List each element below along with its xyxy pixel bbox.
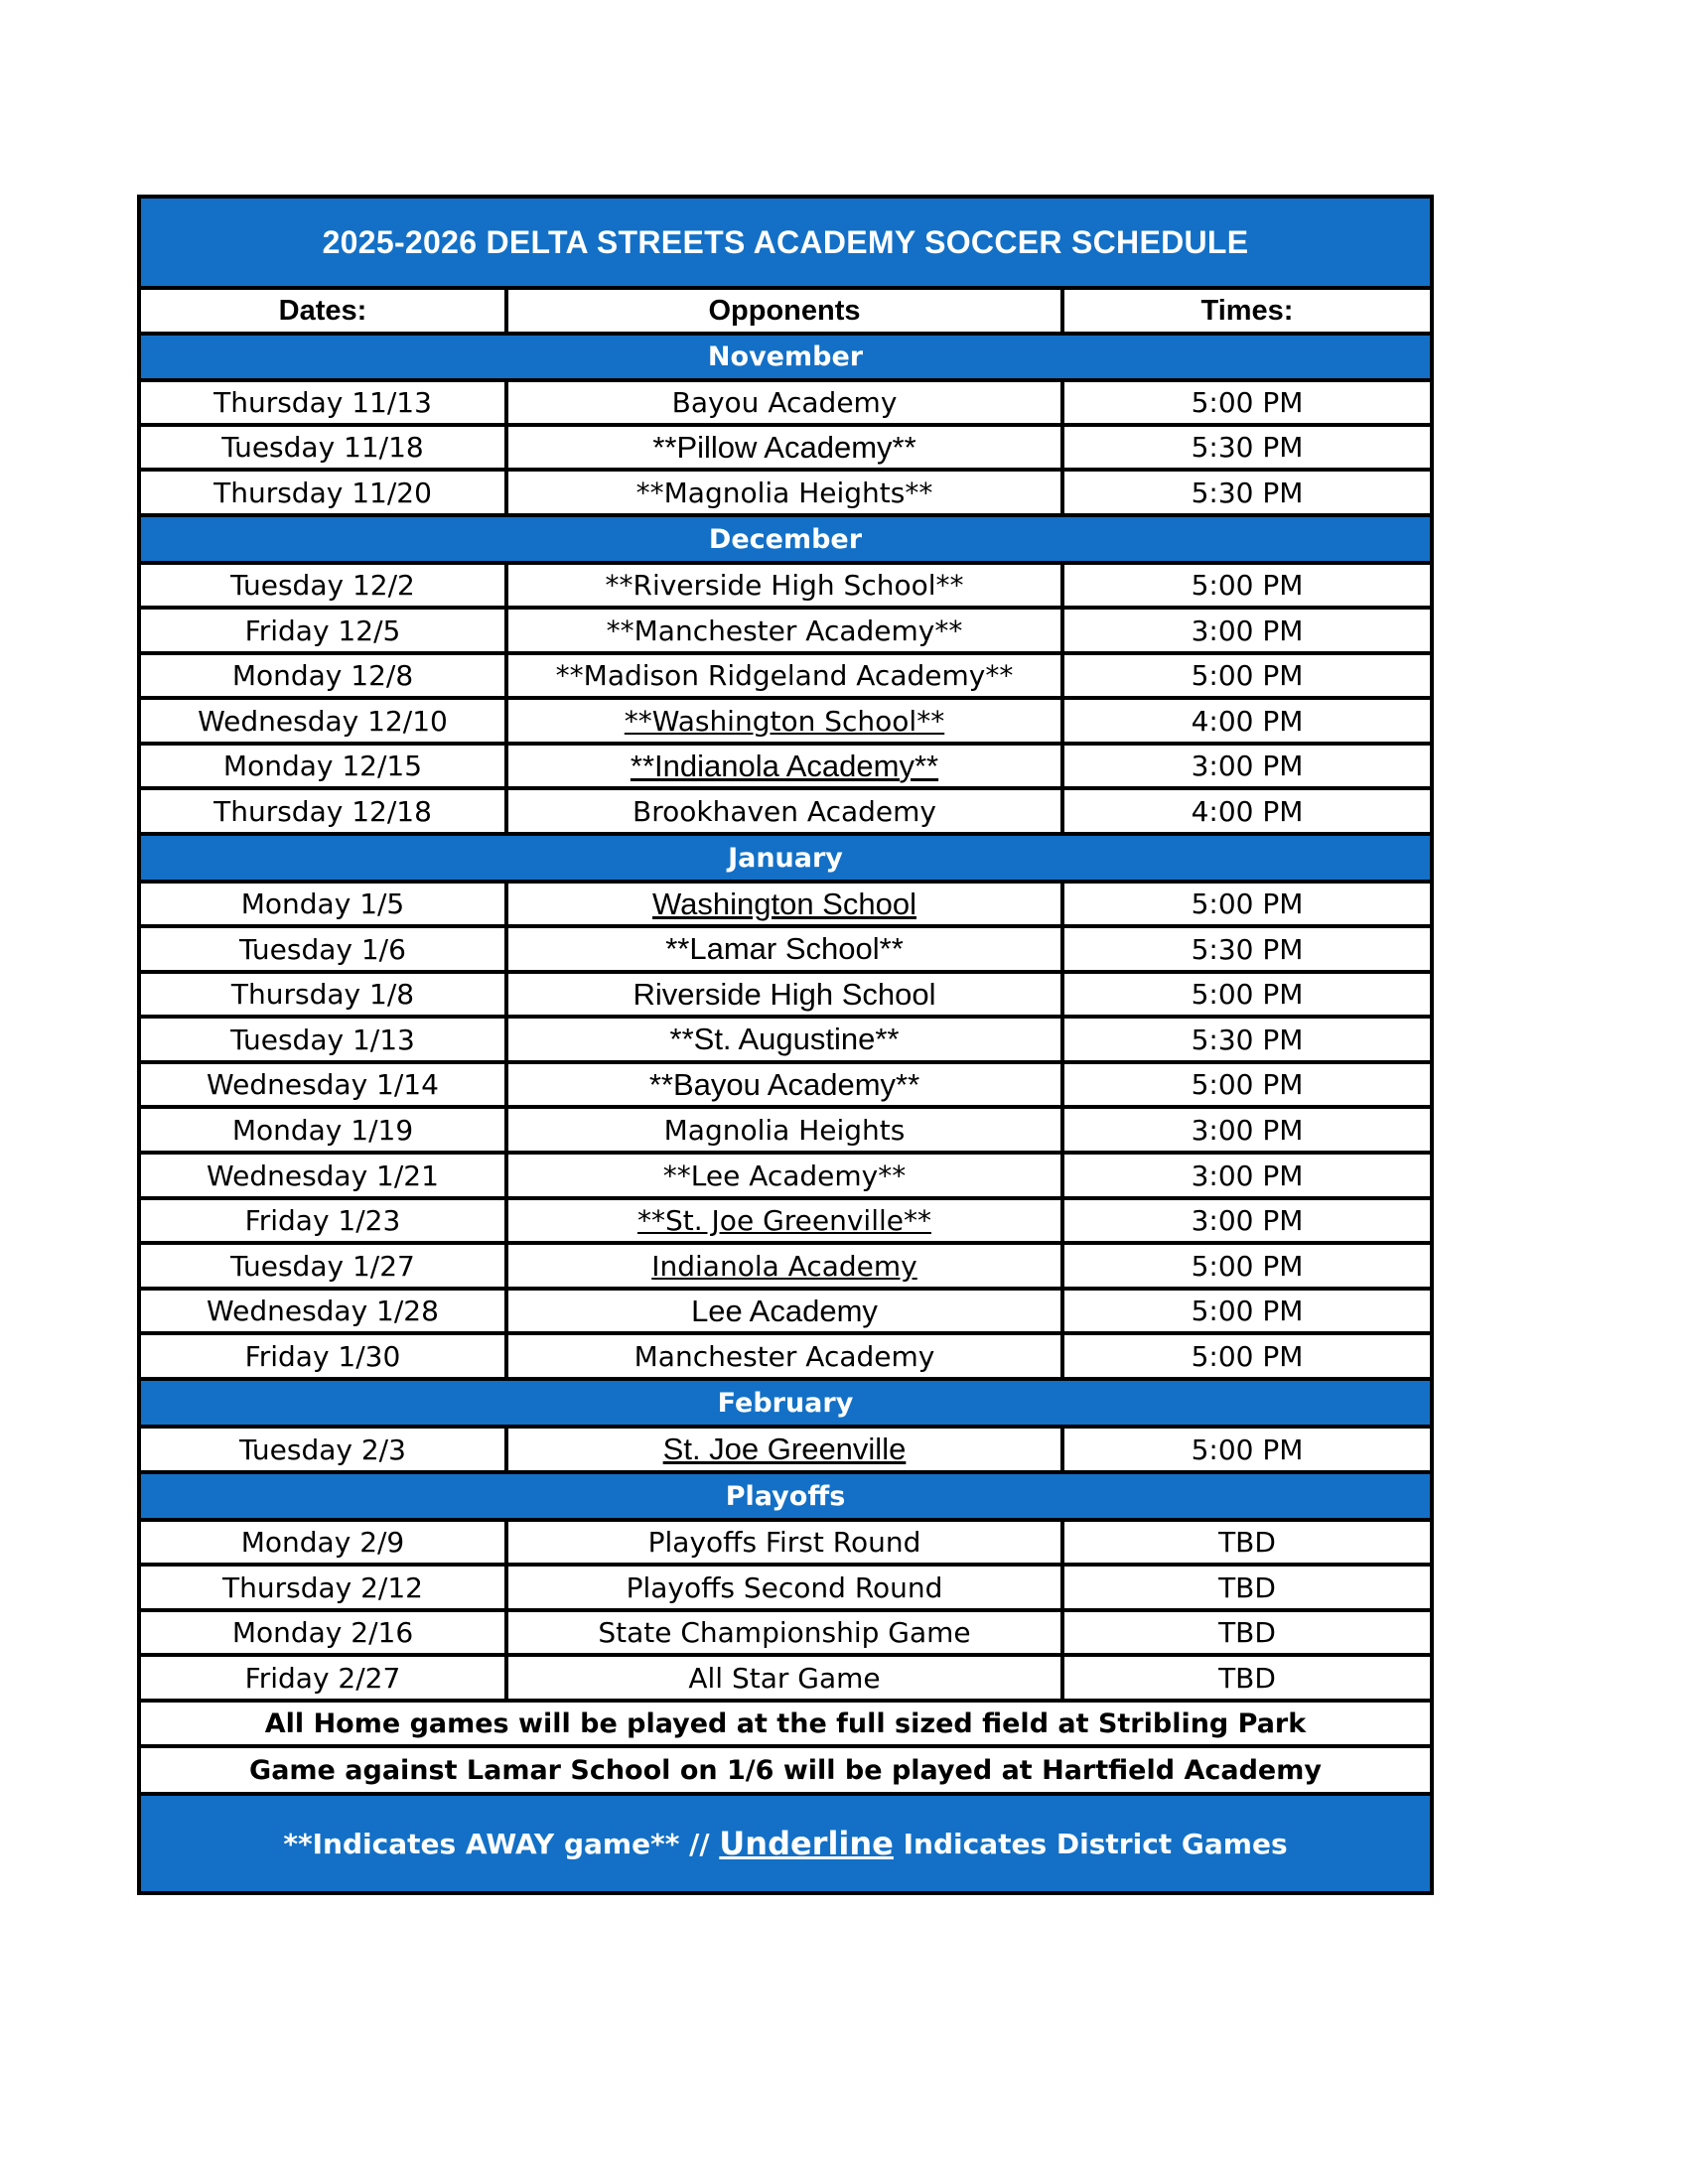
opponent-cell: Playoffs Second Round	[508, 1567, 1064, 1608]
time-cell: TBD	[1218, 1526, 1276, 1559]
table-row	[141, 884, 1430, 928]
table-row	[141, 1657, 1430, 1703]
table-row	[141, 1245, 1430, 1291]
date-cell: Tuesday 11/18	[141, 427, 508, 468]
home-field-note-text: All Home games will be played at the full sized field at Stribling Park	[264, 1707, 1307, 1739]
table-row	[141, 1155, 1430, 1200]
date-cell: Friday 1/23	[141, 1200, 508, 1241]
opponent-cell: Lee Academy	[508, 1291, 1064, 1331]
opponent-cell: Indianola Academy	[508, 1245, 1064, 1287]
table-row	[141, 655, 1430, 700]
date-cell: Thursday 2/12	[141, 1567, 508, 1608]
table-row	[141, 1291, 1430, 1335]
time-cell: 5:00 PM	[1191, 978, 1304, 1011]
month-label: January	[728, 842, 843, 874]
time-cell: TBD	[1218, 1570, 1276, 1604]
time-cell: TBD	[1218, 1661, 1276, 1695]
opponent-cell: **St. Joe Greenville**	[508, 1200, 1064, 1241]
date-cell: Tuesday 2/3	[141, 1429, 508, 1470]
opponent-cell: **Madison Ridgeland Academy**	[508, 655, 1064, 696]
opponent-cell: **Lee Academy**	[508, 1155, 1064, 1196]
time-cell: 3:00 PM	[1191, 1159, 1304, 1192]
table-row	[141, 928, 1430, 974]
month-label: February	[717, 1387, 854, 1419]
time-cell: 5:30 PM	[1191, 1023, 1304, 1056]
schedule-title: 2025-2026 DELTA STREETS ACADEMY SOCCER SCHEDULE	[322, 223, 1249, 260]
opponent-cell: Magnolia Heights	[508, 1109, 1064, 1151]
date-cell: Monday 1/5	[141, 884, 508, 924]
time-cell: 5:30 PM	[1191, 476, 1304, 509]
time-cell: 5:00 PM	[1191, 887, 1304, 920]
opponent-cell: **Magnolia Heights**	[508, 472, 1064, 513]
month-label: Playoffs	[725, 1480, 846, 1512]
date-cell: Monday 1/19	[141, 1109, 508, 1151]
opponent-cell: St. Joe Greenville	[508, 1429, 1064, 1470]
opponent-cell: **Indianola Academy**	[508, 746, 1064, 786]
date-cell: Thursday 12/18	[141, 790, 508, 832]
time-cell: 5:30 PM	[1191, 932, 1304, 966]
table-row	[141, 790, 1430, 836]
date-cell: Thursday 1/8	[141, 974, 508, 1015]
date-cell: Tuesday 12/2	[141, 565, 508, 606]
table-row	[141, 1019, 1430, 1064]
date-cell: Wednesday 1/21	[141, 1155, 508, 1196]
table-row	[141, 974, 1430, 1019]
column-header-row	[141, 290, 1430, 336]
date-cell: Wednesday 1/14	[141, 1064, 508, 1105]
time-cell: 5:00 PM	[1191, 1295, 1304, 1327]
column-header-opponents: Opponents	[508, 290, 1064, 332]
date-cell: Thursday 11/13	[141, 382, 508, 423]
opponent-cell: Bayou Academy	[508, 382, 1064, 423]
table-row	[141, 1200, 1430, 1245]
table-row	[141, 1064, 1430, 1109]
month-label: November	[707, 341, 864, 372]
date-cell: Friday 1/30	[141, 1335, 508, 1377]
opponent-cell: Brookhaven Academy	[508, 790, 1064, 832]
table-row	[141, 565, 1430, 610]
table-row	[141, 610, 1430, 655]
time-cell: 5:00 PM	[1191, 659, 1304, 692]
date-cell: Wednesday 1/28	[141, 1291, 508, 1331]
month-header-february	[141, 1381, 1430, 1429]
time-cell: 5:00 PM	[1191, 1339, 1304, 1373]
lamar-game-note-text: Game against Lamar School on 1/6 will be played at Hartfield Academy	[249, 1754, 1322, 1786]
table-row	[141, 1109, 1430, 1155]
time-cell: 3:00 PM	[1191, 614, 1304, 647]
date-cell: Friday 2/27	[141, 1657, 508, 1699]
date-cell: Monday 2/9	[141, 1522, 508, 1563]
table-row	[141, 700, 1430, 746]
opponent-cell: All Star Game	[508, 1657, 1064, 1699]
opponent-cell: **Bayou Academy**	[508, 1064, 1064, 1105]
month-header-playoffs	[141, 1474, 1430, 1522]
opponent-cell: State Championship Game	[508, 1612, 1064, 1653]
opponent-cell: Playoffs First Round	[508, 1522, 1064, 1563]
time-cell: 5:00 PM	[1191, 1433, 1304, 1466]
column-header-times: Times:	[1200, 294, 1294, 327]
time-cell: 4:00 PM	[1191, 794, 1304, 828]
date-cell: Tuesday 1/13	[141, 1019, 508, 1060]
date-cell: Tuesday 1/27	[141, 1245, 508, 1287]
lamar-game-note	[141, 1748, 1430, 1796]
schedule-table	[137, 195, 1434, 1895]
opponent-cell: Washington School	[508, 884, 1064, 924]
table-row	[141, 1522, 1430, 1567]
column-header-dates: Dates:	[141, 290, 508, 332]
legend-footer	[141, 1796, 1430, 1891]
time-cell: 5:30 PM	[1191, 431, 1304, 464]
time-cell: 3:00 PM	[1191, 1204, 1304, 1237]
table-row	[141, 746, 1430, 790]
table-row	[141, 1429, 1430, 1474]
time-cell: 5:00 PM	[1191, 569, 1304, 602]
date-cell: Monday 12/8	[141, 655, 508, 696]
time-cell: TBD	[1218, 1616, 1276, 1649]
month-label: December	[708, 523, 863, 555]
table-row	[141, 1335, 1430, 1381]
table-row	[141, 472, 1430, 517]
time-cell: 5:00 PM	[1191, 1068, 1304, 1101]
date-cell: Friday 12/5	[141, 610, 508, 651]
date-cell: Monday 12/15	[141, 746, 508, 786]
schedule-title-bar	[141, 199, 1430, 290]
opponent-cell: **Pillow Academy**	[508, 427, 1064, 468]
away-legend: **Indicates AWAY game** //	[283, 1827, 710, 1860]
opponent-cell: Riverside High School	[508, 974, 1064, 1015]
date-cell: Tuesday 1/6	[141, 928, 508, 970]
month-header-november	[141, 336, 1430, 382]
time-cell: 5:00 PM	[1191, 386, 1304, 419]
table-row	[141, 427, 1430, 472]
opponent-cell: **Washington School**	[508, 700, 1064, 742]
opponent-cell: Manchester Academy	[508, 1335, 1064, 1377]
month-header-december	[141, 517, 1430, 565]
opponent-cell: **St. Augustine**	[508, 1019, 1064, 1060]
opponent-cell: **Riverside High School**	[508, 565, 1064, 606]
table-row	[141, 1612, 1430, 1657]
time-cell: 3:00 PM	[1191, 1113, 1304, 1147]
time-cell: 3:00 PM	[1191, 750, 1304, 782]
month-header-january	[141, 836, 1430, 884]
time-cell: 4:00 PM	[1191, 704, 1304, 738]
date-cell: Monday 2/16	[141, 1612, 508, 1653]
table-row	[141, 382, 1430, 427]
time-cell: 5:00 PM	[1191, 1249, 1304, 1283]
opponent-cell: **Manchester Academy**	[508, 610, 1064, 651]
date-cell: Thursday 11/20	[141, 472, 508, 513]
table-row	[141, 1567, 1430, 1612]
home-field-note	[141, 1703, 1430, 1748]
opponent-cell: **Lamar School**	[508, 928, 1064, 970]
district-legend: Indicates District Games	[903, 1827, 1288, 1860]
underline-legend: Underline	[719, 1825, 894, 1862]
date-cell: Wednesday 12/10	[141, 700, 508, 742]
